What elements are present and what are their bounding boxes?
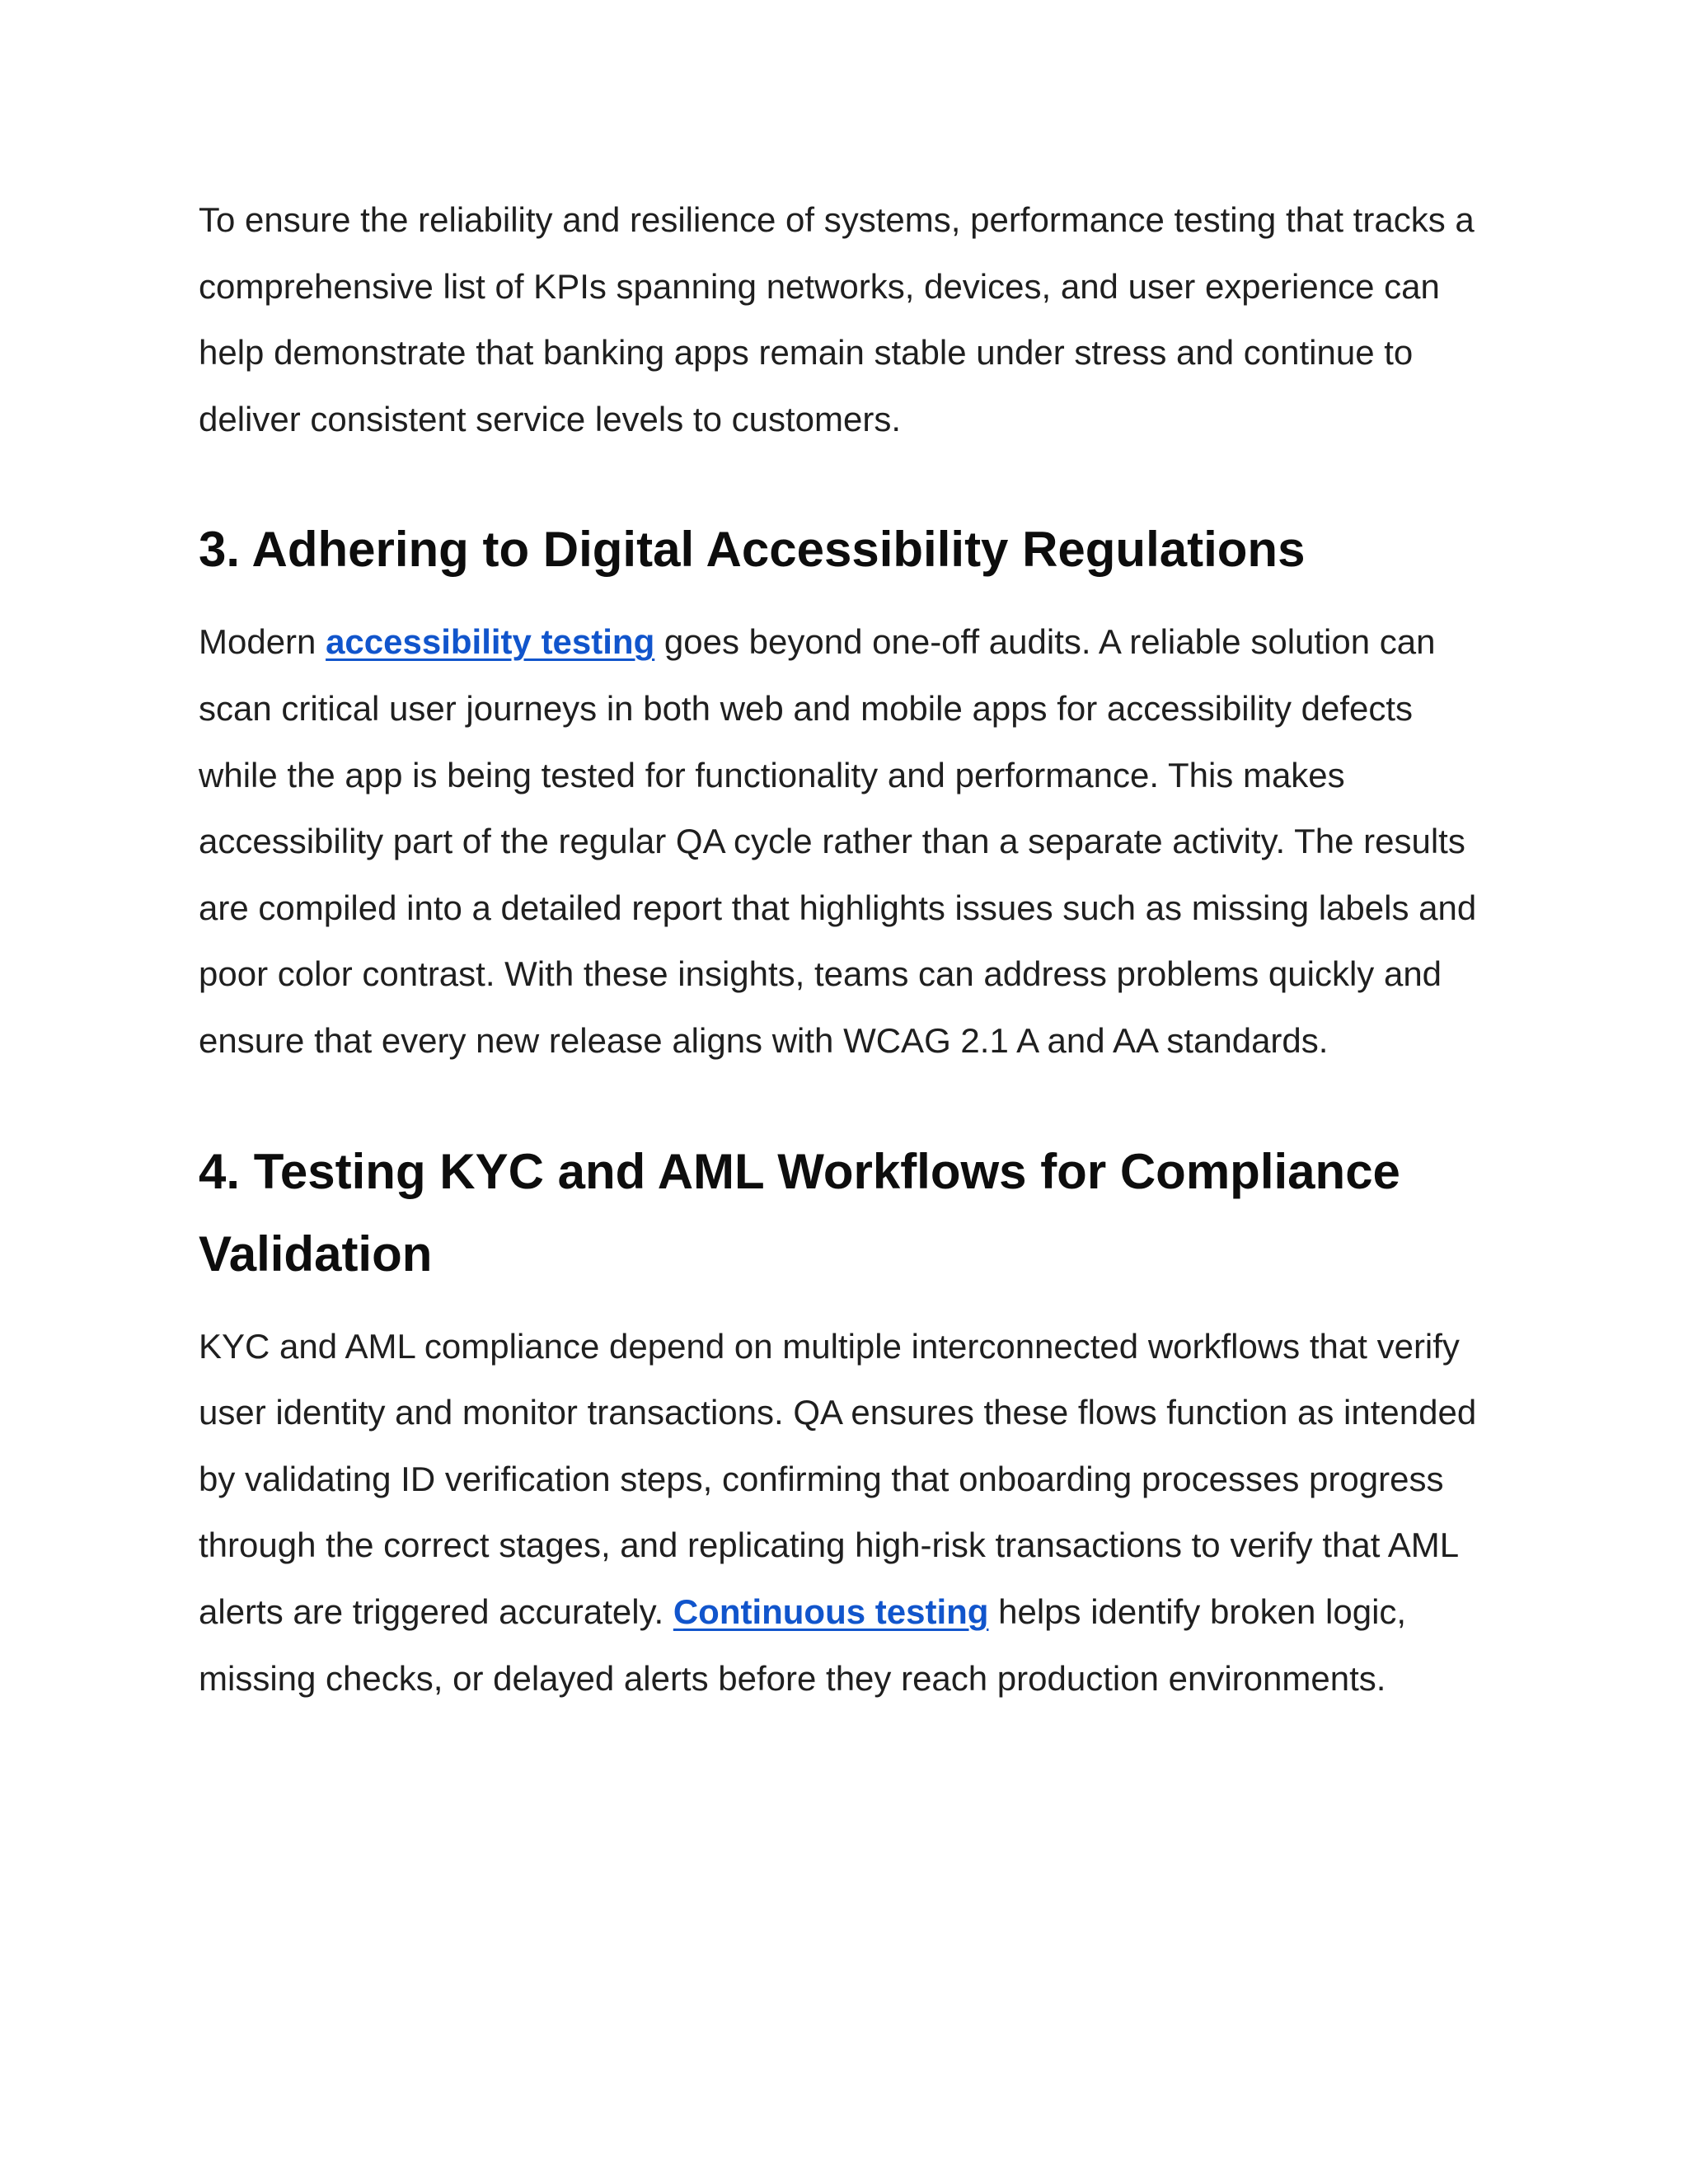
section-3-paragraph [199,609,1501,1074]
section-3-heading: 3. Adhering to Digital Accessibility Regulations [199,522,1306,578]
section-3-text-before: Modern [199,622,326,662]
document-page [199,187,1501,1712]
intro-paragraph: To ensure the reliability and resilience of systems, performance testing that tracks a comprehensive list of KPIs spanning networks, devices, and user experience can help demonstrate that banking apps remain stable under stress and continue to deliver consistent service levels to customers. [199,200,1475,438]
section-4-text-before: KYC and AML compliance depend on multiple interconnected workflows that verify user identity and monitor transactions. QA ensures these flows function as intended by validating ID verification steps, confirming that onboarding processes progress through the correct stages, and replicating high-risk transactions to verify that AML alerts are triggered accurately. [199,1326,1477,1631]
continuous-testing-link[interactable]: Continuous testing [673,1591,989,1631]
section-3-text-after: goes beyond one-off audits. A reliable solution can scan critical user journeys in both web and mobile apps for accessibility defects while the app is being tested for functionality and performance. This makes accessibility part of the regular QA cycle rather than a separate activity. The results are compiled into a detailed report that highlights issues such as missing labels and poor color contrast. With these insights, teams can address problems quickly and ensure that every new release aligns with WCAG 2.1 A and AA standards. [199,622,1477,1060]
section-4-paragraph [199,1314,1501,1713]
accessibility-testing-link[interactable]: accessibility testing [326,622,655,662]
section-4-text-after: helps identify broken logic, missing checks, or delayed alerts before they reach production environments. [199,1591,1407,1698]
section-4-heading: 4. Testing KYC and AML Workflows for Compliance Validation [199,1143,1400,1282]
